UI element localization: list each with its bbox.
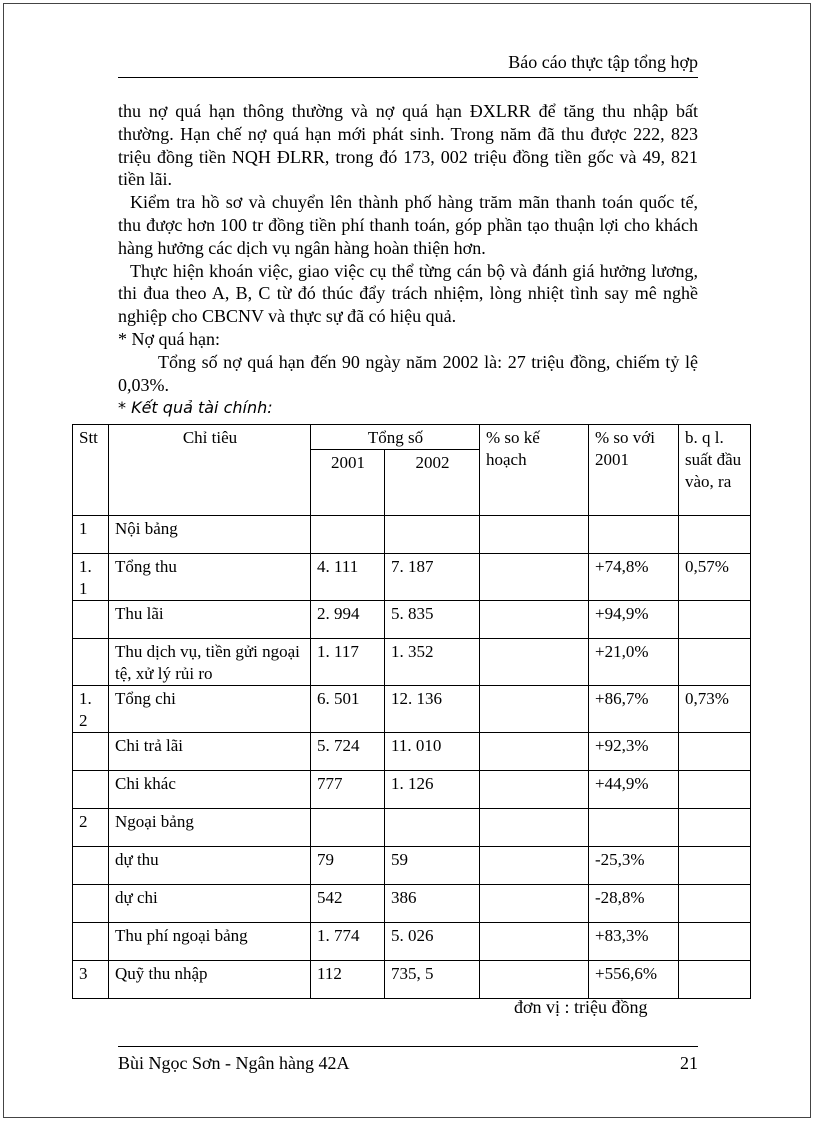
cell-stt (73, 771, 109, 809)
cell-ke-hoach (480, 809, 589, 847)
footer-author: Bùi Ngọc Sơn - Ngân hàng 42A (118, 1053, 350, 1073)
cell-bql: 0,57% (679, 554, 751, 601)
cell-name: Thu lãi (109, 601, 311, 639)
cell-2002: 12. 136 (385, 686, 480, 733)
table-row (73, 554, 751, 601)
cell-2001: 79 (311, 847, 385, 885)
cell-2002: 1. 126 (385, 771, 480, 809)
cell-2001: 112 (311, 961, 385, 999)
cell-name: Chi trả lãi (109, 733, 311, 771)
cell-bql (679, 516, 751, 554)
cell-name: Thu dịch vụ, tiền gửi ngoại tệ, xử lý rủi ro (109, 639, 311, 686)
cell-2002: 59 (385, 847, 480, 885)
header-bql: b. q l. suất đầu vào, ra (679, 425, 751, 516)
cell-2001: 542 (311, 885, 385, 923)
cell-2001 (311, 516, 385, 554)
cell-ke-hoach (480, 961, 589, 999)
header-2002: 2002 (385, 450, 480, 516)
header-title: Báo cáo thực tập tổng hợp (508, 52, 698, 72)
cell-pct-2001: +92,3% (589, 733, 679, 771)
cell-2002: 11. 010 (385, 733, 480, 771)
cell-2001 (311, 809, 385, 847)
cell-name: Nội bảng (109, 516, 311, 554)
header-pct-2001: % so với 2001 (589, 425, 679, 516)
footer-rule (118, 1046, 698, 1047)
cell-pct-2001: -25,3% (589, 847, 679, 885)
section-financial-results-label: * Kết quả tài chính: (118, 398, 273, 418)
cell-pct-2001: +74,8% (589, 554, 679, 601)
paragraph-overdue-total: Tổng số nợ quá hạn đến 90 ngày năm 2002 là: 27 triệu đồng, chiếm tỷ lệ 0,03%. (118, 351, 698, 395)
table-row (73, 771, 751, 809)
header-rule (118, 77, 698, 78)
cell-ke-hoach (480, 601, 589, 639)
cell-pct-2001: +94,9% (589, 601, 679, 639)
cell-stt (73, 601, 109, 639)
header-2001: 2001 (311, 450, 385, 516)
cell-stt: 1. 1 (73, 554, 109, 601)
body-text (118, 100, 698, 420)
cell-bql: 0,73% (679, 686, 751, 733)
cell-2001: 5. 724 (311, 733, 385, 771)
cell-2002: 5. 026 (385, 923, 480, 961)
paragraph-document-check: Kiểm tra hồ sơ và chuyển lên thành phố hàng trăm mãn thanh toán quốc tế, thu được hơn 100 tr đồng tiền phí thanh toán, góp phần tạo thuận lợi cho khách hàng hưởng các dịch vụ ngân hàng hoàn thiện hơn. (118, 192, 698, 258)
cell-2001: 2. 994 (311, 601, 385, 639)
cell-ke-hoach (480, 771, 589, 809)
cell-ke-hoach (480, 516, 589, 554)
header-chi-tieu: Chỉ tiêu (109, 425, 311, 516)
cell-ke-hoach (480, 686, 589, 733)
cell-ke-hoach (480, 923, 589, 961)
cell-ke-hoach (480, 733, 589, 771)
table-header-row (73, 425, 751, 450)
header-pct-ke-hoach: % so kế hoạch (480, 425, 589, 516)
cell-bql (679, 809, 751, 847)
cell-pct-2001 (589, 809, 679, 847)
cell-name: Chi khác (109, 771, 311, 809)
cell-pct-2001: +556,6% (589, 961, 679, 999)
cell-name: Ngoại bảng (109, 809, 311, 847)
cell-ke-hoach (480, 847, 589, 885)
table-row (73, 961, 751, 999)
table-row (73, 847, 751, 885)
footer-page-number: 21 (680, 1053, 698, 1073)
cell-name: dự chi (109, 885, 311, 923)
table-row (73, 516, 751, 554)
table-row (73, 639, 751, 686)
table-row (73, 686, 751, 733)
unit-note: đơn vị : triệu đồng (514, 997, 648, 1017)
paragraph-debt-collection: thu nợ quá hạn thông thường và nợ quá hạn ĐXLRR để tăng thu nhập bất thường. Hạn chế nợ quá hạn mới phát sinh. Trong năm đã thu được 222, 823 triệu đồng tiền NQH ĐLRR, trong đó 173, 002 triệu đồng tiền gốc và 49, 821 tiền lãi. (118, 101, 698, 190)
table-row (73, 923, 751, 961)
cell-name: Tổng chi (109, 686, 311, 733)
cell-2001: 1. 774 (311, 923, 385, 961)
cell-pct-2001: +21,0% (589, 639, 679, 686)
cell-stt: 3 (73, 961, 109, 999)
cell-name: Thu phí ngoại bảng (109, 923, 311, 961)
cell-stt (73, 923, 109, 961)
cell-name: Tổng thu (109, 554, 311, 601)
cell-stt: 2 (73, 809, 109, 847)
cell-pct-2001: +83,3% (589, 923, 679, 961)
financial-results-table (72, 424, 751, 999)
cell-2002: 1. 352 (385, 639, 480, 686)
table-row (73, 733, 751, 771)
cell-bql (679, 771, 751, 809)
table-row (73, 601, 751, 639)
cell-pct-2001: -28,8% (589, 885, 679, 923)
cell-name: Quỹ thu nhập (109, 961, 311, 999)
paragraph-task-assignment: Thực hiện khoán việc, giao việc cụ thể từng cán bộ và đánh giá hưởng lương, thi đua theo A, B, C từ đó thúc đẩy trách nhiệm, lòng nhiệt tình say mê nghề nghiệp cho CBCNV và thực sự đã có hiệu quả. (118, 260, 698, 327)
cell-2001: 1. 117 (311, 639, 385, 686)
table-row (73, 809, 751, 847)
cell-name: dự thu (109, 847, 311, 885)
cell-2002: 386 (385, 885, 480, 923)
cell-bql (679, 923, 751, 961)
cell-2002: 5. 835 (385, 601, 480, 639)
cell-bql (679, 639, 751, 686)
cell-bql (679, 885, 751, 923)
cell-stt (73, 639, 109, 686)
cell-2001: 777 (311, 771, 385, 809)
cell-pct-2001: +44,9% (589, 771, 679, 809)
cell-bql (679, 733, 751, 771)
cell-pct-2001: +86,7% (589, 686, 679, 733)
cell-bql (679, 847, 751, 885)
cell-2001: 6. 501 (311, 686, 385, 733)
cell-stt (73, 885, 109, 923)
cell-2002 (385, 516, 480, 554)
cell-ke-hoach (480, 639, 589, 686)
cell-2002 (385, 809, 480, 847)
cell-stt (73, 733, 109, 771)
cell-stt: 1 (73, 516, 109, 554)
cell-bql (679, 601, 751, 639)
cell-stt (73, 847, 109, 885)
cell-bql (679, 961, 751, 999)
cell-ke-hoach (480, 554, 589, 601)
cell-pct-2001 (589, 516, 679, 554)
section-financial-results (118, 396, 698, 420)
cell-2002: 7. 187 (385, 554, 480, 601)
header-tong-so: Tổng số (311, 425, 480, 450)
header-stt: Stt (73, 425, 109, 516)
section-overdue-debt: * Nợ quá hạn: (118, 328, 220, 349)
cell-2002: 735, 5 (385, 961, 480, 999)
cell-ke-hoach (480, 885, 589, 923)
cell-2001: 4. 111 (311, 554, 385, 601)
cell-stt: 1. 2 (73, 686, 109, 733)
table-row (73, 885, 751, 923)
